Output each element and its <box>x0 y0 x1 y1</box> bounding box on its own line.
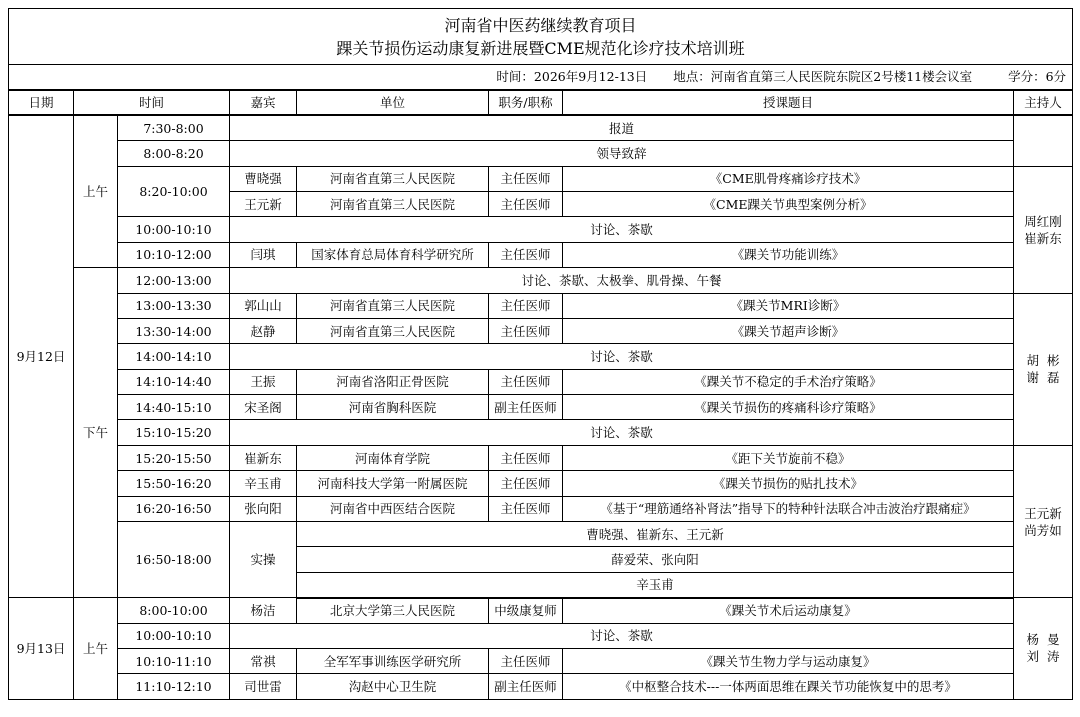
guest-cell: 宋圣阁 <box>230 395 297 420</box>
header-guest: 嘉宾 <box>230 90 297 115</box>
guest-cell: 王振 <box>230 369 297 394</box>
topic-cell: 《距下关节旋前不稳》 <box>563 445 1014 470</box>
unit-cell: 北京大学第三人民医院 <box>297 598 489 623</box>
position-cell: 主任医师 <box>489 242 563 267</box>
day1-date: 9月12日 <box>9 115 74 597</box>
position-cell: 主任医师 <box>489 293 563 318</box>
event-info <box>9 65 1073 90</box>
time-cell: 14:40-15:10 <box>118 395 230 420</box>
host-name: 谢 磊 <box>1026 370 1060 386</box>
host-name: 刘 涛 <box>1026 649 1060 665</box>
table-row <box>9 496 1073 521</box>
table-row <box>9 445 1073 470</box>
day2-morning: 上午 <box>74 598 118 700</box>
time-cell: 7:30-8:00 <box>118 115 230 140</box>
host-name: 王元新 <box>1024 505 1062 521</box>
guest-cell: 杨洁 <box>230 598 297 623</box>
host-cell <box>1014 166 1073 293</box>
guest-cell: 曹晓强 <box>230 166 297 191</box>
time-cell: 12:00-13:00 <box>118 268 230 293</box>
table-row <box>9 522 1073 547</box>
guest-cell: 常祺 <box>230 648 297 673</box>
topic-cell: 《踝关节不稳定的手术治疗策略》 <box>563 369 1014 394</box>
time-cell: 14:10-14:40 <box>118 369 230 394</box>
table-row <box>9 598 1073 623</box>
time-cell: 10:00-10:10 <box>118 623 230 648</box>
host-name: 崔新东 <box>1024 230 1062 246</box>
guest-cell: 司世雷 <box>230 674 297 699</box>
position-cell: 主任医师 <box>489 191 563 216</box>
position-cell: 主任医师 <box>489 648 563 673</box>
schedule-table <box>8 8 1073 700</box>
position-cell: 主任医师 <box>489 166 563 191</box>
topic-cell: 《基于“理筋通络补肾法”指导下的特种针法联合冲击波治疗跟痛症》 <box>563 496 1014 521</box>
guest-cell: 崔新东 <box>230 445 297 470</box>
topic-cell: 《踝关节术后运动康复》 <box>563 598 1014 623</box>
position-cell: 主任医师 <box>489 369 563 394</box>
topic-cell: 领导致辞 <box>230 141 1014 166</box>
practice-group: 曹晓强、崔新东、王元新 <box>297 522 1014 547</box>
topic-cell: 《踝关节损伤的贴扎技术》 <box>563 471 1014 496</box>
table-row <box>9 623 1073 648</box>
guest-cell: 实操 <box>230 522 297 598</box>
time-cell: 16:50-18:00 <box>118 522 230 598</box>
topic-cell: 报道 <box>230 115 1014 140</box>
header-topic: 授课题目 <box>563 90 1014 115</box>
guest-cell: 郭山山 <box>230 293 297 318</box>
table-row <box>9 674 1073 699</box>
unit-cell: 河南省直第三人民医院 <box>297 318 489 343</box>
guest-cell: 王元新 <box>230 191 297 216</box>
time-cell: 11:10-12:10 <box>118 674 230 699</box>
unit-cell: 河南省直第三人民医院 <box>297 293 489 318</box>
unit-cell: 河南省直第三人民医院 <box>297 191 489 216</box>
table-row <box>9 318 1073 343</box>
table-row <box>9 648 1073 673</box>
table-row <box>9 217 1073 242</box>
time-cell: 8:00-10:00 <box>118 598 230 623</box>
title-row <box>9 9 1073 65</box>
host-name: 杨 曼 <box>1026 632 1060 648</box>
unit-cell: 全军军事训练医学研究所 <box>297 648 489 673</box>
guest-cell: 张向阳 <box>230 496 297 521</box>
topic-cell: 讨论、茶歇 <box>230 623 1014 648</box>
time-cell: 10:00-10:10 <box>118 217 230 242</box>
time-cell: 8:20-10:00 <box>118 166 230 217</box>
table-row <box>9 141 1073 166</box>
guest-cell: 赵静 <box>230 318 297 343</box>
info-row <box>9 65 1073 90</box>
event-location: 地点：河南省直第三人民医院东院区2号楼11楼会议室 <box>673 69 973 85</box>
position-cell: 主任医师 <box>489 318 563 343</box>
unit-cell: 河南省直第三人民医院 <box>297 166 489 191</box>
table-row <box>9 471 1073 496</box>
table-row <box>9 420 1073 445</box>
topic-cell: 讨论、茶歇、太极拳、肌骨操、午餐 <box>230 268 1014 293</box>
topic-cell: 讨论、茶歇 <box>230 420 1014 445</box>
time-cell: 13:30-14:00 <box>118 318 230 343</box>
topic-cell: 《CME肌骨疼痛诊疗技术》 <box>563 166 1014 191</box>
guest-cell: 辛玉甫 <box>230 471 297 496</box>
table-row <box>9 395 1073 420</box>
document-title <box>9 9 1073 65</box>
title-line-2: 踝关节损伤运动康复新进展暨CME规范化诊疗技术培训班 <box>336 38 745 58</box>
table-row <box>9 293 1073 318</box>
table-row <box>9 268 1073 293</box>
table-row <box>9 344 1073 369</box>
topic-cell: 讨论、茶歇 <box>230 217 1014 242</box>
header-time: 时间 <box>74 90 230 115</box>
host-cell <box>1014 445 1073 597</box>
guest-cell: 闫琪 <box>230 242 297 267</box>
time-cell: 13:00-13:30 <box>118 293 230 318</box>
header-host: 主持人 <box>1014 90 1073 115</box>
host-cell <box>1014 293 1073 445</box>
topic-cell: 《踝关节损伤的疼痛科诊疗策略》 <box>563 395 1014 420</box>
unit-cell: 河南省洛阳正骨医院 <box>297 369 489 394</box>
table-row <box>9 115 1073 140</box>
host-cell-empty <box>1014 115 1073 166</box>
table-row <box>9 369 1073 394</box>
unit-cell: 河南省胸科医院 <box>297 395 489 420</box>
time-cell: 10:10-12:00 <box>118 242 230 267</box>
time-cell: 15:50-16:20 <box>118 471 230 496</box>
topic-cell: 《踝关节MRI诊断》 <box>563 293 1014 318</box>
header-unit: 单位 <box>297 90 489 115</box>
position-cell: 副主任医师 <box>489 674 563 699</box>
position-cell: 中级康复师 <box>489 598 563 623</box>
topic-cell: 《踝关节生物力学与运动康复》 <box>563 648 1014 673</box>
host-name: 尚芳如 <box>1024 522 1062 538</box>
day1-afternoon: 下午 <box>74 268 118 598</box>
unit-cell: 国家体育总局体育科学研究所 <box>297 242 489 267</box>
host-name: 胡 彬 <box>1026 353 1060 369</box>
time-cell: 15:20-15:50 <box>118 445 230 470</box>
topic-cell: 讨论、茶歇 <box>230 344 1014 369</box>
event-credits: 学分：6分 <box>1008 69 1067 85</box>
unit-cell: 河南科技大学第一附属医院 <box>297 471 489 496</box>
header-row <box>9 90 1073 115</box>
time-cell: 15:10-15:20 <box>118 420 230 445</box>
header-date: 日期 <box>9 90 74 115</box>
header-position: 职务/职称 <box>489 90 563 115</box>
day2-date: 9月13日 <box>9 598 74 700</box>
position-cell: 副主任医师 <box>489 395 563 420</box>
time-cell: 14:00-14:10 <box>118 344 230 369</box>
unit-cell: 沟赵中心卫生院 <box>297 674 489 699</box>
schedule-document <box>8 8 1072 700</box>
topic-cell: 《踝关节超声诊断》 <box>563 318 1014 343</box>
time-cell: 16:20-16:50 <box>118 496 230 521</box>
table-row <box>9 242 1073 267</box>
time-cell: 8:00-8:20 <box>118 141 230 166</box>
unit-cell: 河南体育学院 <box>297 445 489 470</box>
practice-group: 薛爱荣、张向阳 <box>297 547 1014 572</box>
event-time: 时间：2026年9月12-13日 <box>496 69 648 85</box>
topic-cell: 《中枢整合技术---一体两面思维在踝关节功能恢复中的思考》 <box>563 674 1014 699</box>
day1-morning: 上午 <box>74 115 118 267</box>
practice-group: 辛玉甫 <box>297 572 1014 597</box>
host-name: 周红刚 <box>1024 213 1062 229</box>
position-cell: 主任医师 <box>489 496 563 521</box>
host-cell <box>1014 598 1073 700</box>
time-cell: 10:10-11:10 <box>118 648 230 673</box>
topic-cell: 《CME踝关节典型案例分析》 <box>563 191 1014 216</box>
topic-cell: 《踝关节功能训练》 <box>563 242 1014 267</box>
unit-cell: 河南省中西医结合医院 <box>297 496 489 521</box>
title-line-1: 河南省中医药继续教育项目 <box>444 15 637 35</box>
table-row <box>9 166 1073 191</box>
position-cell: 主任医师 <box>489 445 563 470</box>
position-cell: 主任医师 <box>489 471 563 496</box>
